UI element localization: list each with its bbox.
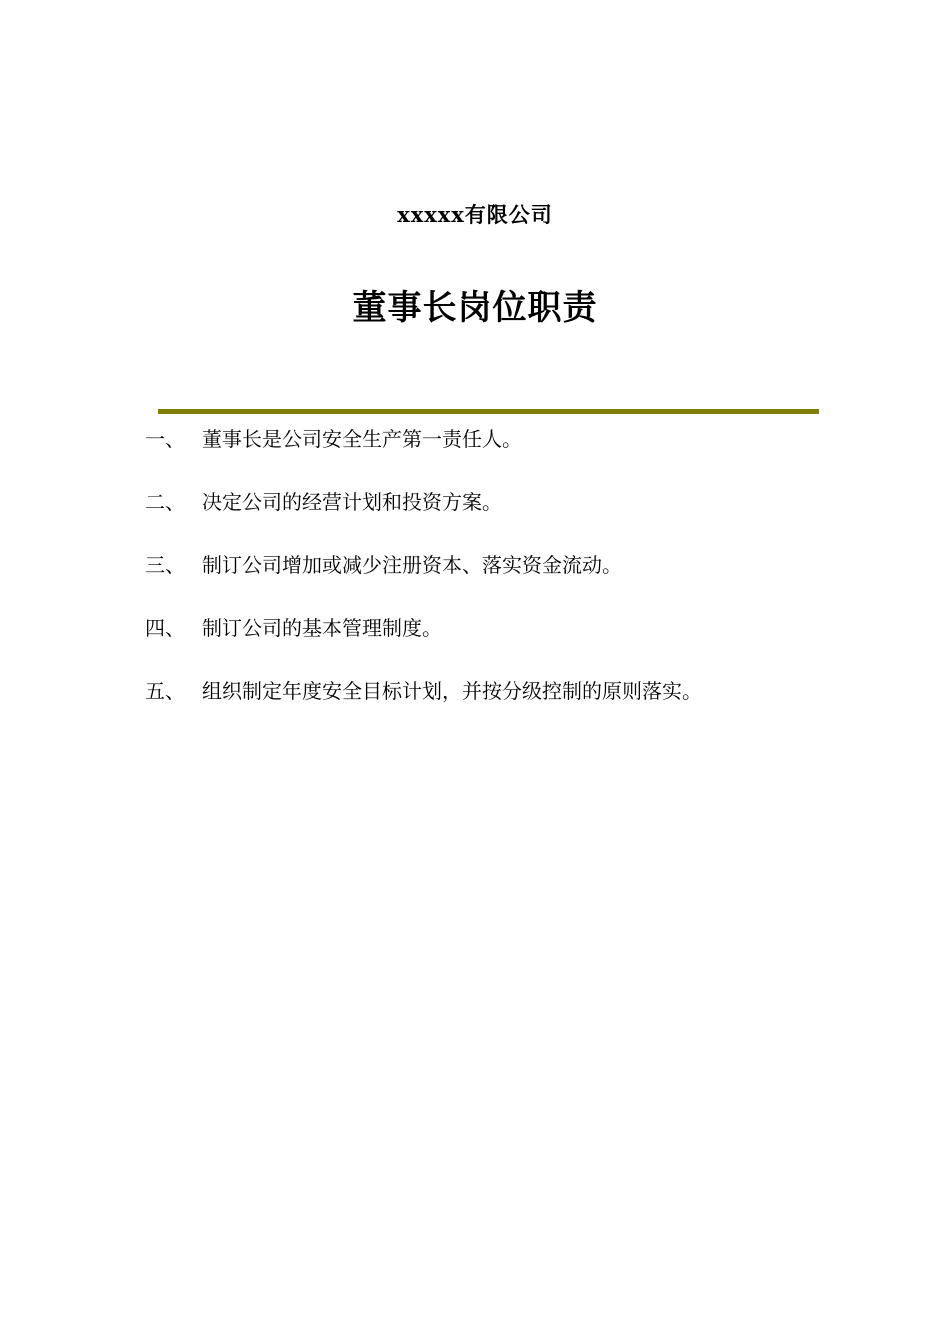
list-item (145, 549, 905, 612)
page-title: 董事长岗位职责 (352, 288, 598, 328)
item-number: 一、 (145, 427, 185, 451)
list-item (145, 675, 905, 738)
list-item (145, 612, 905, 675)
item-number: 四、 (145, 616, 185, 640)
item-text: 组织制定年度安全目标计划，并按分级控制的原则落实。 (202, 679, 702, 703)
item-text: 制订公司增加或减少注册资本、落实资金流动。 (202, 553, 622, 577)
list-item (145, 486, 905, 549)
item-number: 五、 (145, 679, 185, 703)
item-text: 制订公司的基本管理制度。 (202, 616, 442, 640)
duty-list (145, 423, 905, 738)
title-divider (158, 409, 819, 414)
company-name: xxxxx有限公司 (397, 202, 553, 227)
item-number: 三、 (145, 553, 185, 577)
item-text: 决定公司的经营计划和投资方案。 (202, 490, 502, 514)
item-text: 董事长是公司安全生产第一责任人。 (202, 427, 522, 451)
list-item (145, 423, 905, 486)
item-number: 二、 (145, 490, 185, 514)
